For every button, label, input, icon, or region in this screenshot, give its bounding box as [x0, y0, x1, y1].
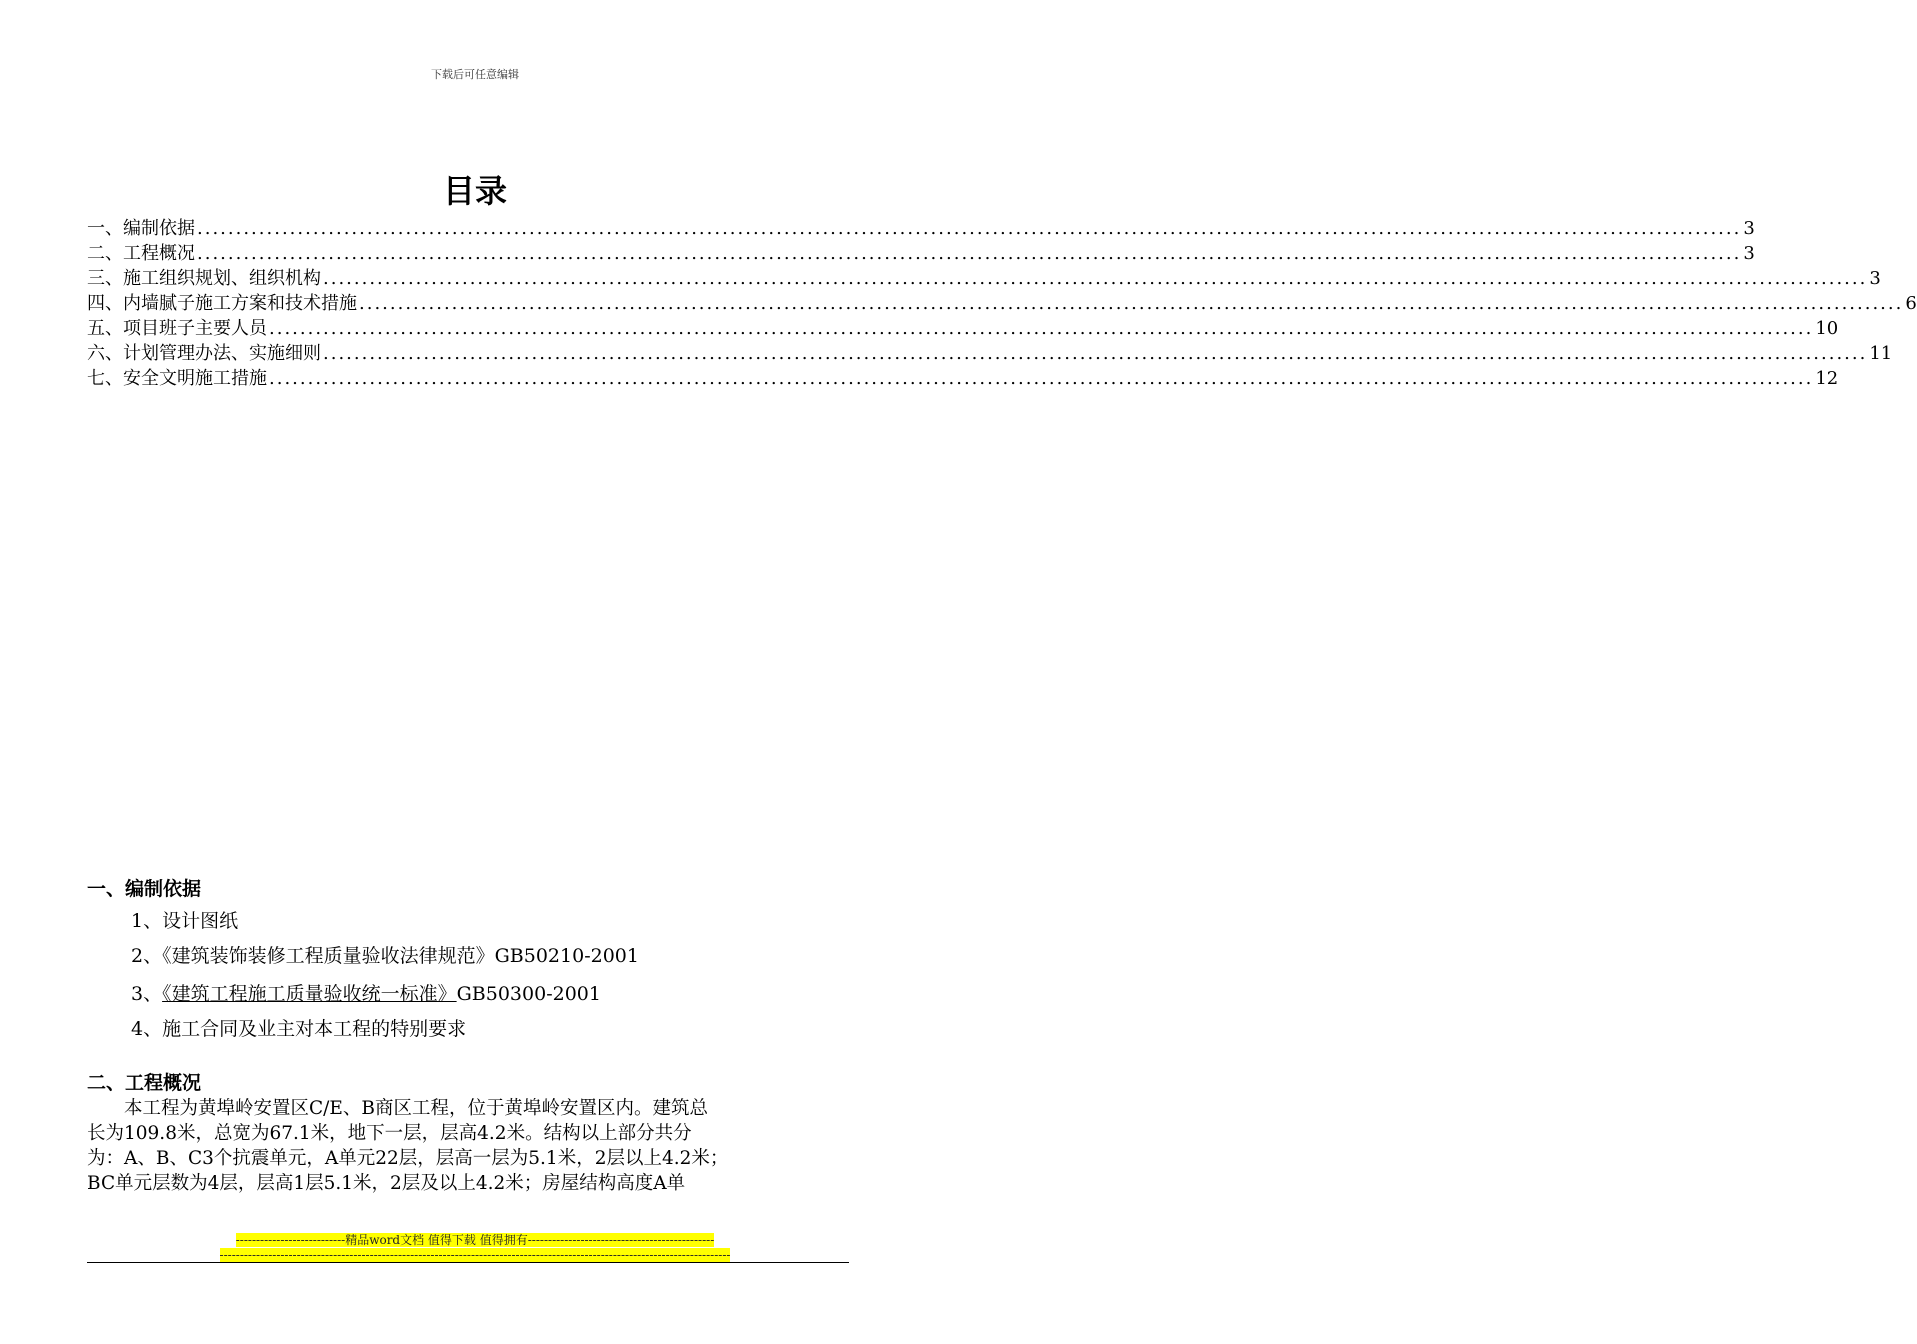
- toc-entry[interactable]: [87, 241, 1755, 266]
- basis-item-text: 设计图纸: [162, 910, 239, 932]
- toc-entry[interactable]: [87, 366, 1839, 391]
- toc-leader-dots: ........................................................................................................................................................................................................: [359, 293, 1904, 314]
- section-heading-overview: 二、工程概况: [87, 1072, 202, 1094]
- toc-leader-dots: ........................................................................................................................................................................................................: [197, 218, 1742, 239]
- basis-item: [131, 979, 601, 1006]
- toc-title: 目录: [442, 172, 507, 210]
- toc-entry-page: 3: [1869, 268, 1881, 289]
- paragraph-line: BC单元层数为4层，层高1层5.1米，2层及以上4.2米；房屋结构高度A单: [87, 1173, 686, 1194]
- basis-item-number: 1、: [131, 910, 163, 932]
- basis-item-text: 施工合同及业主对本工程的特别要求: [162, 1018, 467, 1040]
- toc-entry-page: 3: [1743, 218, 1755, 239]
- toc-leader-dots: ........................................................................................................................................................................................................: [323, 343, 1868, 364]
- footer-banner-dashes: ------------------------------------------------------------------------------------------------------------------------------: [219, 1248, 731, 1262]
- toc-entry[interactable]: [87, 216, 1755, 241]
- basis-item: [131, 941, 639, 968]
- toc-entry-label: 七、安全文明施工措施: [87, 368, 267, 389]
- basis-item: [131, 1014, 466, 1041]
- toc-entry[interactable]: [87, 316, 1839, 341]
- paragraph-line: 本工程为黄埠岭安置区C/E、B商区工程，位于黄埠岭安置区内。建筑总: [87, 1098, 708, 1119]
- toc-entry[interactable]: [87, 341, 1893, 366]
- basis-item-number: 3、: [131, 983, 163, 1005]
- overview-paragraph: [87, 1096, 849, 1196]
- toc-entry-page: 3: [1743, 243, 1755, 264]
- toc-leader-dots: ........................................................................................................................................................................................................: [269, 318, 1814, 339]
- basis-item-code: GB50300-2001: [456, 983, 601, 1005]
- basis-item-text: 《建筑装饰装修工程质量验收法律规范》: [162, 945, 495, 967]
- toc-entry-label: 六、计划管理办法、实施细则: [87, 343, 321, 364]
- paragraph-line: 长为109.8米，总宽为67.1米，地下一层，层高4.2米。结构以上部分共分: [87, 1123, 692, 1144]
- toc-entry-label: 五、项目班子主要人员: [87, 318, 267, 339]
- toc-leader-dots: ........................................................................................................................................................................................................: [323, 268, 1868, 289]
- basis-item: [131, 906, 238, 933]
- toc-entry-label: 三、施工组织规划、组织机构: [87, 268, 321, 289]
- toc-entry-label: 一、编制依据: [87, 218, 195, 239]
- paragraph-line: 为：A、B、C3个抗震单元，A单元22层，层高一层为5.1米，2层以上4.2米；: [87, 1148, 729, 1169]
- toc-entry-page: 11: [1869, 343, 1893, 364]
- toc-leader-dots: ........................................................................................................................................................................................................: [197, 243, 1742, 264]
- toc-entry-label: 二、工程概况: [87, 243, 195, 264]
- toc-entry-page: 6: [1905, 293, 1917, 314]
- table-of-contents: [87, 216, 1917, 391]
- toc-entry-page: 10: [1815, 318, 1839, 339]
- footer-banner-line-2: [0, 1244, 950, 1263]
- toc-entry[interactable]: [87, 291, 1917, 316]
- toc-leader-dots: ........................................................................................................................................................................................................: [269, 368, 1814, 389]
- toc-entry[interactable]: [87, 266, 1881, 291]
- basis-item-code: GB50210-2001: [494, 945, 639, 967]
- basis-item-number: 4、: [131, 1018, 163, 1040]
- basis-item-number: 2、: [131, 945, 163, 967]
- toc-entry-label: 四、内墙腻子施工方案和技术措施: [87, 293, 357, 314]
- basis-item-text: 《建筑工程施工质量验收统一标准》: [162, 983, 457, 1005]
- section-heading-basis: 一、编制依据: [87, 878, 202, 900]
- footer-divider: [87, 1262, 849, 1263]
- header-note: 下载后可任意编辑: [431, 68, 519, 81]
- toc-entry-page: 12: [1815, 368, 1839, 389]
- footer-banner-text: ---------------------------精品word文档 值得下载 值得拥有----------------------------------------------: [235, 1233, 715, 1247]
